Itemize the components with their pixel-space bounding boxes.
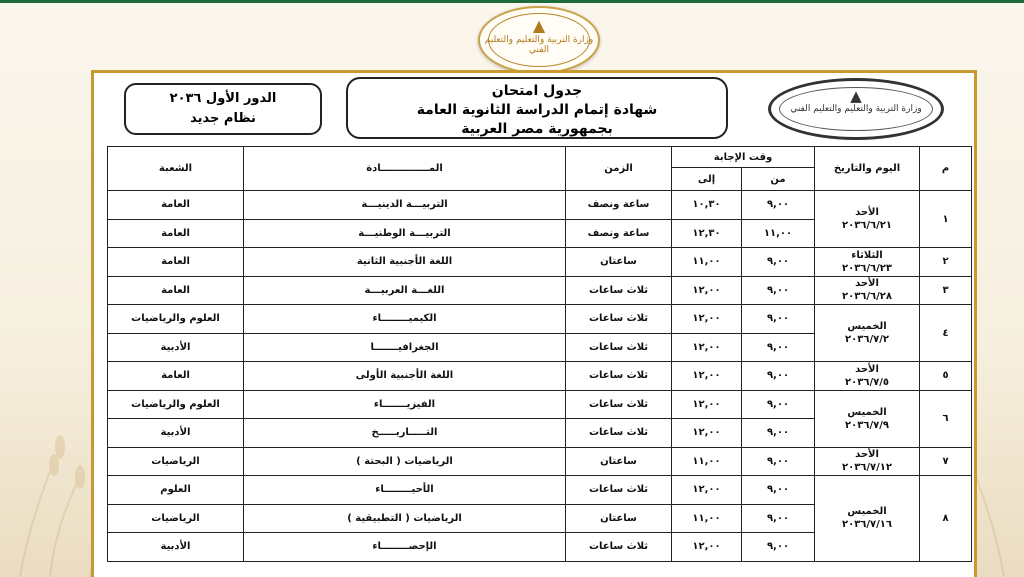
- day-date-cell: [815, 276, 920, 305]
- row-number: ٢: [920, 248, 972, 277]
- row-number: ٣: [920, 276, 972, 305]
- day-date-cell: [815, 191, 920, 248]
- time-from: ٩,٠٠: [742, 191, 815, 220]
- subject-cell: التربيـــة الدينيـــة: [244, 191, 566, 220]
- time-from: ٩,٠٠: [742, 447, 815, 476]
- eagle-icon: ▲: [532, 16, 546, 35]
- row-number: ٨: [920, 476, 972, 562]
- exam-date: ٢٠٣٦/٦/٢٨: [841, 291, 893, 303]
- day-name: الخميس: [847, 506, 887, 518]
- day-name: الأحد: [855, 449, 879, 461]
- row-number: ٧: [920, 447, 972, 476]
- table-row: [108, 362, 972, 391]
- exam-system: نظام جديد: [190, 111, 256, 126]
- exam-date: ٢٠٣٦/٧/٢: [845, 334, 889, 345]
- time-to: ١٢,٠٠: [672, 305, 742, 334]
- subject-cell: الكيميــــــــاء: [244, 305, 566, 334]
- subject-cell: اللغة الأجنبية الثانية: [244, 248, 566, 277]
- duration-cell: ثلاث ساعات: [566, 333, 672, 362]
- exam-schedule-table: [107, 146, 972, 562]
- day-name: الخميس: [847, 406, 887, 418]
- header-division: الشعبة: [108, 147, 244, 191]
- division-cell: العامة: [108, 362, 244, 391]
- time-to: ١٢,٣٠: [672, 219, 742, 248]
- division-cell: الرياضيات: [108, 504, 244, 533]
- header-answer-time: وقت الإجابة: [672, 147, 815, 168]
- row-number: ٥: [920, 362, 972, 391]
- table-row: [108, 447, 972, 476]
- subject-cell: الأحيــــــــاء: [244, 476, 566, 505]
- exam-date: ٢٠٣٦/٧/١٦: [841, 519, 893, 531]
- division-cell: الأدبية: [108, 333, 244, 362]
- table-row: [108, 305, 972, 334]
- duration-cell: ثلاث ساعات: [566, 276, 672, 305]
- time-to: ١٢,٠٠: [672, 419, 742, 448]
- duration-cell: ثلاث ساعات: [566, 362, 672, 391]
- exam-date: ٢٠٣٦/٧/٩: [845, 419, 889, 431]
- duration-cell: ساعتان: [566, 504, 672, 533]
- duration-cell: ثلاث ساعات: [566, 419, 672, 448]
- subject-cell: الإحصــــــــاء: [244, 533, 566, 562]
- row-number: ٤: [920, 305, 972, 362]
- row-number: ١: [920, 191, 972, 248]
- exam-date: ٢٠٣٦/٧/١٢: [841, 462, 893, 474]
- division-cell: العامة: [108, 276, 244, 305]
- exam-date: ٢٠٣٦/٧/٥: [845, 376, 889, 388]
- exam-date: ٢٠٣٦/٦/٢١: [841, 220, 893, 231]
- time-to: ١١,٠٠: [672, 248, 742, 277]
- day-date-cell: [815, 447, 920, 476]
- day-date-cell: [815, 390, 920, 447]
- duration-cell: ثلاث ساعات: [566, 305, 672, 334]
- day-date-cell: [815, 362, 920, 391]
- time-from: ٩,٠٠: [742, 248, 815, 277]
- duration-cell: ساعتان: [566, 248, 672, 277]
- header-to: إلى: [672, 168, 742, 191]
- logo-script-text: وزارة التربية والتعليم والتعليم الفني: [790, 104, 922, 114]
- exam-round: الدور الأول ٢٠٣٦: [169, 91, 277, 106]
- logo-script-text: وزارة التربية والتعليم والتعليم الفني: [484, 35, 594, 55]
- day-date-cell: [815, 476, 920, 562]
- ministry-logo-top: [478, 6, 600, 74]
- subject-cell: الفيزيـــــــاء: [244, 390, 566, 419]
- division-cell: العامة: [108, 219, 244, 248]
- time-from: ٩,٠٠: [742, 362, 815, 391]
- subject-cell: الرياضيات ( التطبيقية ): [244, 504, 566, 533]
- division-cell: العامة: [108, 248, 244, 277]
- subject-cell: الرياضيات ( البحتة ): [244, 447, 566, 476]
- header-subject: المــــــــــــــادة: [244, 147, 566, 191]
- title-line-3: بجمهورية مصر العربية: [461, 121, 613, 137]
- duration-cell: ساعة ونصف: [566, 219, 672, 248]
- duration-cell: ثلاث ساعات: [566, 533, 672, 562]
- header-day: اليوم والتاريخ: [815, 147, 920, 191]
- table-row: [108, 476, 972, 505]
- day-name: الأحد: [855, 363, 879, 375]
- time-to: ١١,٠٠: [672, 504, 742, 533]
- title-box: [346, 77, 728, 139]
- day-name: الأحد: [855, 207, 879, 218]
- time-to: ١٢,٠٠: [672, 333, 742, 362]
- subject-cell: التربيـــة الوطنيـــة: [244, 219, 566, 248]
- subject-cell: اللغة الأجنبية الأولى: [244, 362, 566, 391]
- time-from: ٩,٠٠: [742, 390, 815, 419]
- exam-date: ٢٠٣٦/٦/٢٣: [841, 262, 893, 274]
- subject-cell: التـــــاريـــــخ: [244, 419, 566, 448]
- exam-round-box: [124, 83, 322, 135]
- time-to: ١٢,٠٠: [672, 276, 742, 305]
- time-from: ٩,٠٠: [742, 333, 815, 362]
- title-line-2: شهادة إتمام الدراسة الثانوية العامة: [416, 102, 658, 118]
- table-row: [108, 248, 972, 277]
- division-cell: الأدبية: [108, 533, 244, 562]
- header-num: م: [920, 147, 972, 191]
- time-to: ١٠,٣٠: [672, 191, 742, 220]
- division-cell: العلوم والرياضيات: [108, 390, 244, 419]
- time-from: ٩,٠٠: [742, 533, 815, 562]
- time-to: ١٢,٠٠: [672, 533, 742, 562]
- duration-cell: ثلاث ساعات: [566, 390, 672, 419]
- time-from: ٩,٠٠: [742, 419, 815, 448]
- table-row: [108, 390, 972, 419]
- schedule-body: [108, 191, 972, 562]
- day-date-cell: [815, 305, 920, 362]
- header-duration: الزمن: [566, 147, 672, 191]
- eagle-icon: ▲: [850, 87, 862, 105]
- duration-cell: ساعتان: [566, 447, 672, 476]
- division-cell: الرياضيات: [108, 447, 244, 476]
- day-date-cell: [815, 248, 920, 277]
- table-row: [108, 191, 972, 220]
- day-name: الثلاثاء: [851, 249, 883, 261]
- time-from: ١١,٠٠: [742, 219, 815, 248]
- division-cell: العامة: [108, 191, 244, 220]
- time-to: ١١,٠٠: [672, 447, 742, 476]
- ministry-logo: [768, 78, 944, 140]
- time-from: ٩,٠٠: [742, 276, 815, 305]
- duration-cell: ثلاث ساعات: [566, 476, 672, 505]
- time-from: ٩,٠٠: [742, 305, 815, 334]
- table-row: [108, 276, 972, 305]
- subject-cell: اللغـــة العربيـــة: [244, 276, 566, 305]
- row-number: ٦: [920, 390, 972, 447]
- day-name: الخميس: [847, 321, 887, 332]
- division-cell: العلوم والرياضيات: [108, 305, 244, 334]
- division-cell: الأدبية: [108, 419, 244, 448]
- title-line-1: جدول امتحان: [491, 83, 583, 99]
- time-to: ١٢,٠٠: [672, 390, 742, 419]
- header-from: من: [742, 168, 815, 191]
- time-from: ٩,٠٠: [742, 476, 815, 505]
- time-to: ١٢,٠٠: [672, 362, 742, 391]
- division-cell: العلوم: [108, 476, 244, 505]
- subject-cell: الجغرافيـــــــا: [244, 333, 566, 362]
- day-name: الأحد: [855, 278, 879, 290]
- time-to: ١٢,٠٠: [672, 476, 742, 505]
- top-accent-strip: [0, 0, 1024, 3]
- time-from: ٩,٠٠: [742, 504, 815, 533]
- duration-cell: ساعة ونصف: [566, 191, 672, 220]
